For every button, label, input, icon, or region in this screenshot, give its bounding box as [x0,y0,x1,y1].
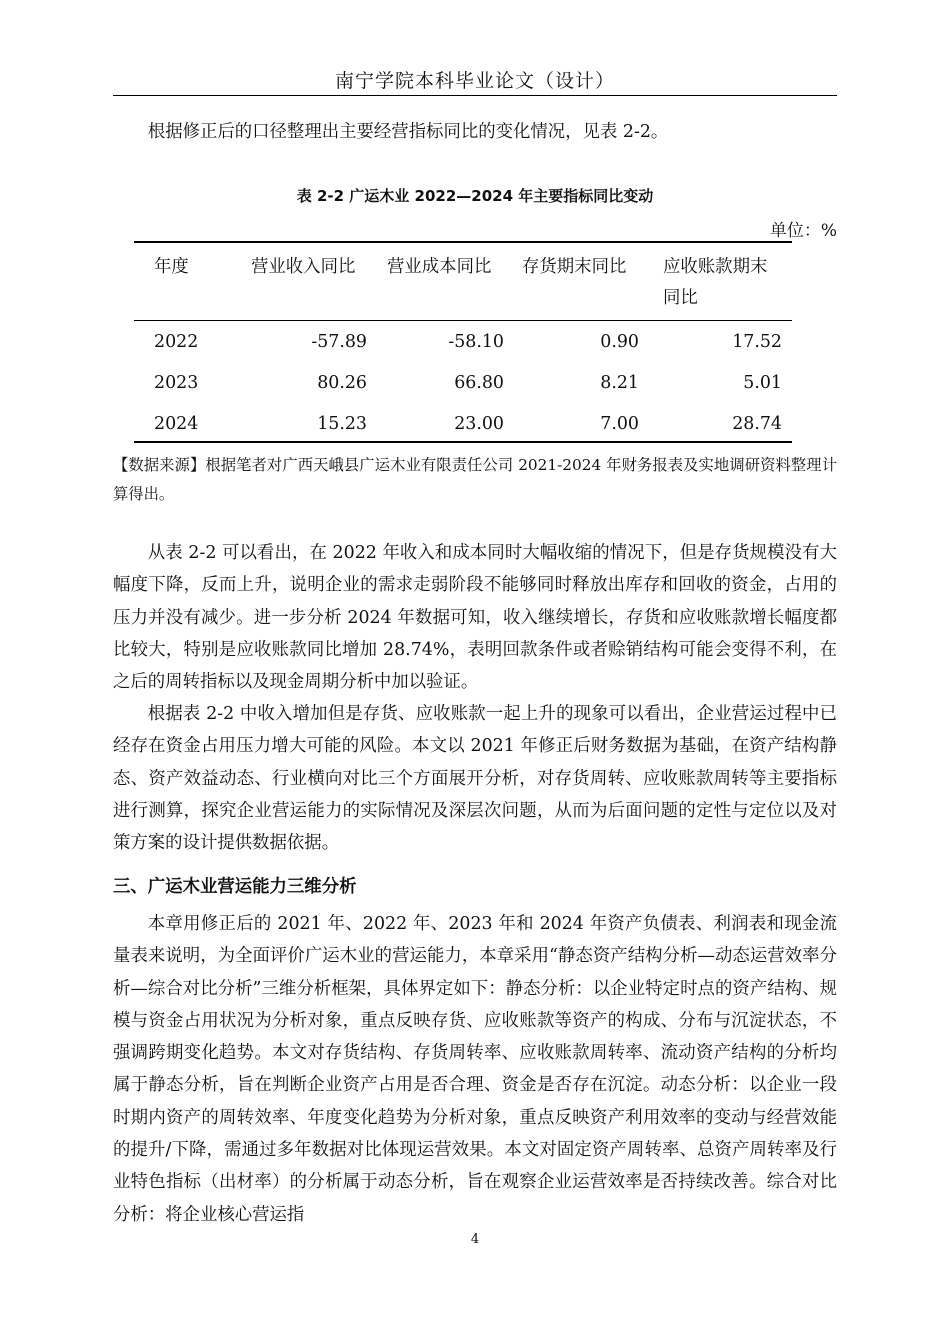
header-revenue-yoy: 营业收入同比 [251,257,356,277]
cell-cost-yoy: -58.10 [448,332,504,352]
table-source-note: 【数据来源】根据笔者对广西天峨县广运木业有限责任公司 2021-2024 年财务报表及实地调研资料整理计算得出。 [113,456,837,503]
cell-receivables-yoy: 5.01 [743,373,782,393]
cell-cost-yoy: 23.00 [454,414,504,434]
cell-year: 2023 [154,373,199,393]
table-unit: 单位：% [769,221,837,241]
cell-year: 2022 [154,332,199,352]
intro-paragraph: 根据修正后的口径整理出主要经营指标同比的变化情况，见表 2-2。 [147,122,669,142]
header-receivables-yoy: 应收账款期末同比 [663,257,768,308]
cell-revenue-yoy: -57.89 [311,332,367,352]
cell-receivables-yoy: 28.74 [732,414,782,434]
header-cost-yoy: 营业成本同比 [387,257,492,277]
cell-receivables-yoy: 17.52 [732,332,782,352]
cell-cost-yoy: 66.80 [454,373,504,393]
header-inventory-yoy: 存货期末同比 [522,257,627,277]
table-bottom-rule [134,441,792,443]
header-year: 年度 [154,257,189,277]
cell-inventory-yoy: 0.90 [600,332,639,352]
cell-inventory-yoy: 8.21 [600,373,639,393]
section-heading: 三、广运木业营运能力三维分析 [113,877,357,897]
table-caption: 表 2-2 广运木业 2022—2024 年主要指标同比变动 [296,187,654,205]
cell-inventory-yoy: 7.00 [600,414,639,434]
cell-year: 2024 [154,414,199,434]
analysis-paragraph-1: 从表 2-2 可以看出，在 2022 年收入和成本同时大幅收缩的情况下，但是存货规模没有大幅度下降，反而上升，说明企业的需求走弱阶段不能够同时释放出库存和回收的资金，占用的压力并没有减少。进一步分析 2024 年数据可知，收入继续增长，存货和应收账款增长幅度都比较大，特别是应收账款同比增加 28.74%，表明回款条件或者赊销结构可能会变得不利，在之后的周转指标以及现金周期分析中加以验证。 [113,543,837,693]
section-paragraph: 本章用修正后的 2021 年、2022 年、2023 年和 2024 年资产负债表、利润表和现金流量表来说明，为全面评价广运木业的营运能力，本章采用“静态资产结构分析—动态运营效率分析—综合对比分析”三维分析框架，具体界定如下：静态分析：以企业特定时点的资产结构、规模与资金占用状况为分析对象，重点反映存货、应收账款等资产的构成、分布与沉淀状态，不强调跨期变化趋势。本文对存货结构、存货周转率、应收账款周转率、流动资产结构的分析均属于静态分析，旨在判断企业资产占用是否合理、资金是否存在沉淀。动态分析：以企业一段时期内资产的周转效率、年度变化趋势为分析对象，重点反映资产利用效率的变动与经营效能的提升/下降，需通过多年数据对比体现运营效果。本文对固定资产周转率、总资产周转率及行业特色指标（出材率）的分析属于动态分析，旨在观察企业运营效率是否持续改善。综合对比分析：将企业核心营运指 [113,914,837,1225]
header-title: 南宁学院本科毕业论文（设计） [334,70,615,92]
header-divider [113,95,837,96]
cell-revenue-yoy: 80.26 [317,373,367,393]
page-number: 4 [470,1232,480,1247]
table-top-rule [134,241,792,243]
cell-revenue-yoy: 15.23 [317,414,367,434]
analysis-paragraph-2: 根据表 2-2 中收入增加但是存货、应收账款一起上升的现象可以看出，企业营运过程中已经存在资金占用压力增大可能的风险。本文以 2021 年修正后财务数据为基础，在资产结构静态、资产效益动态、行业横向对比三个方面展开分析，对存货周转、应收账款周转等主要指标进行测算，探究企业营运能力的实际情况及深层次问题，从而为后面问题的定性与定位以及对策方案的设计提供数据依据。 [113,704,837,854]
table-header-rule [134,320,792,321]
